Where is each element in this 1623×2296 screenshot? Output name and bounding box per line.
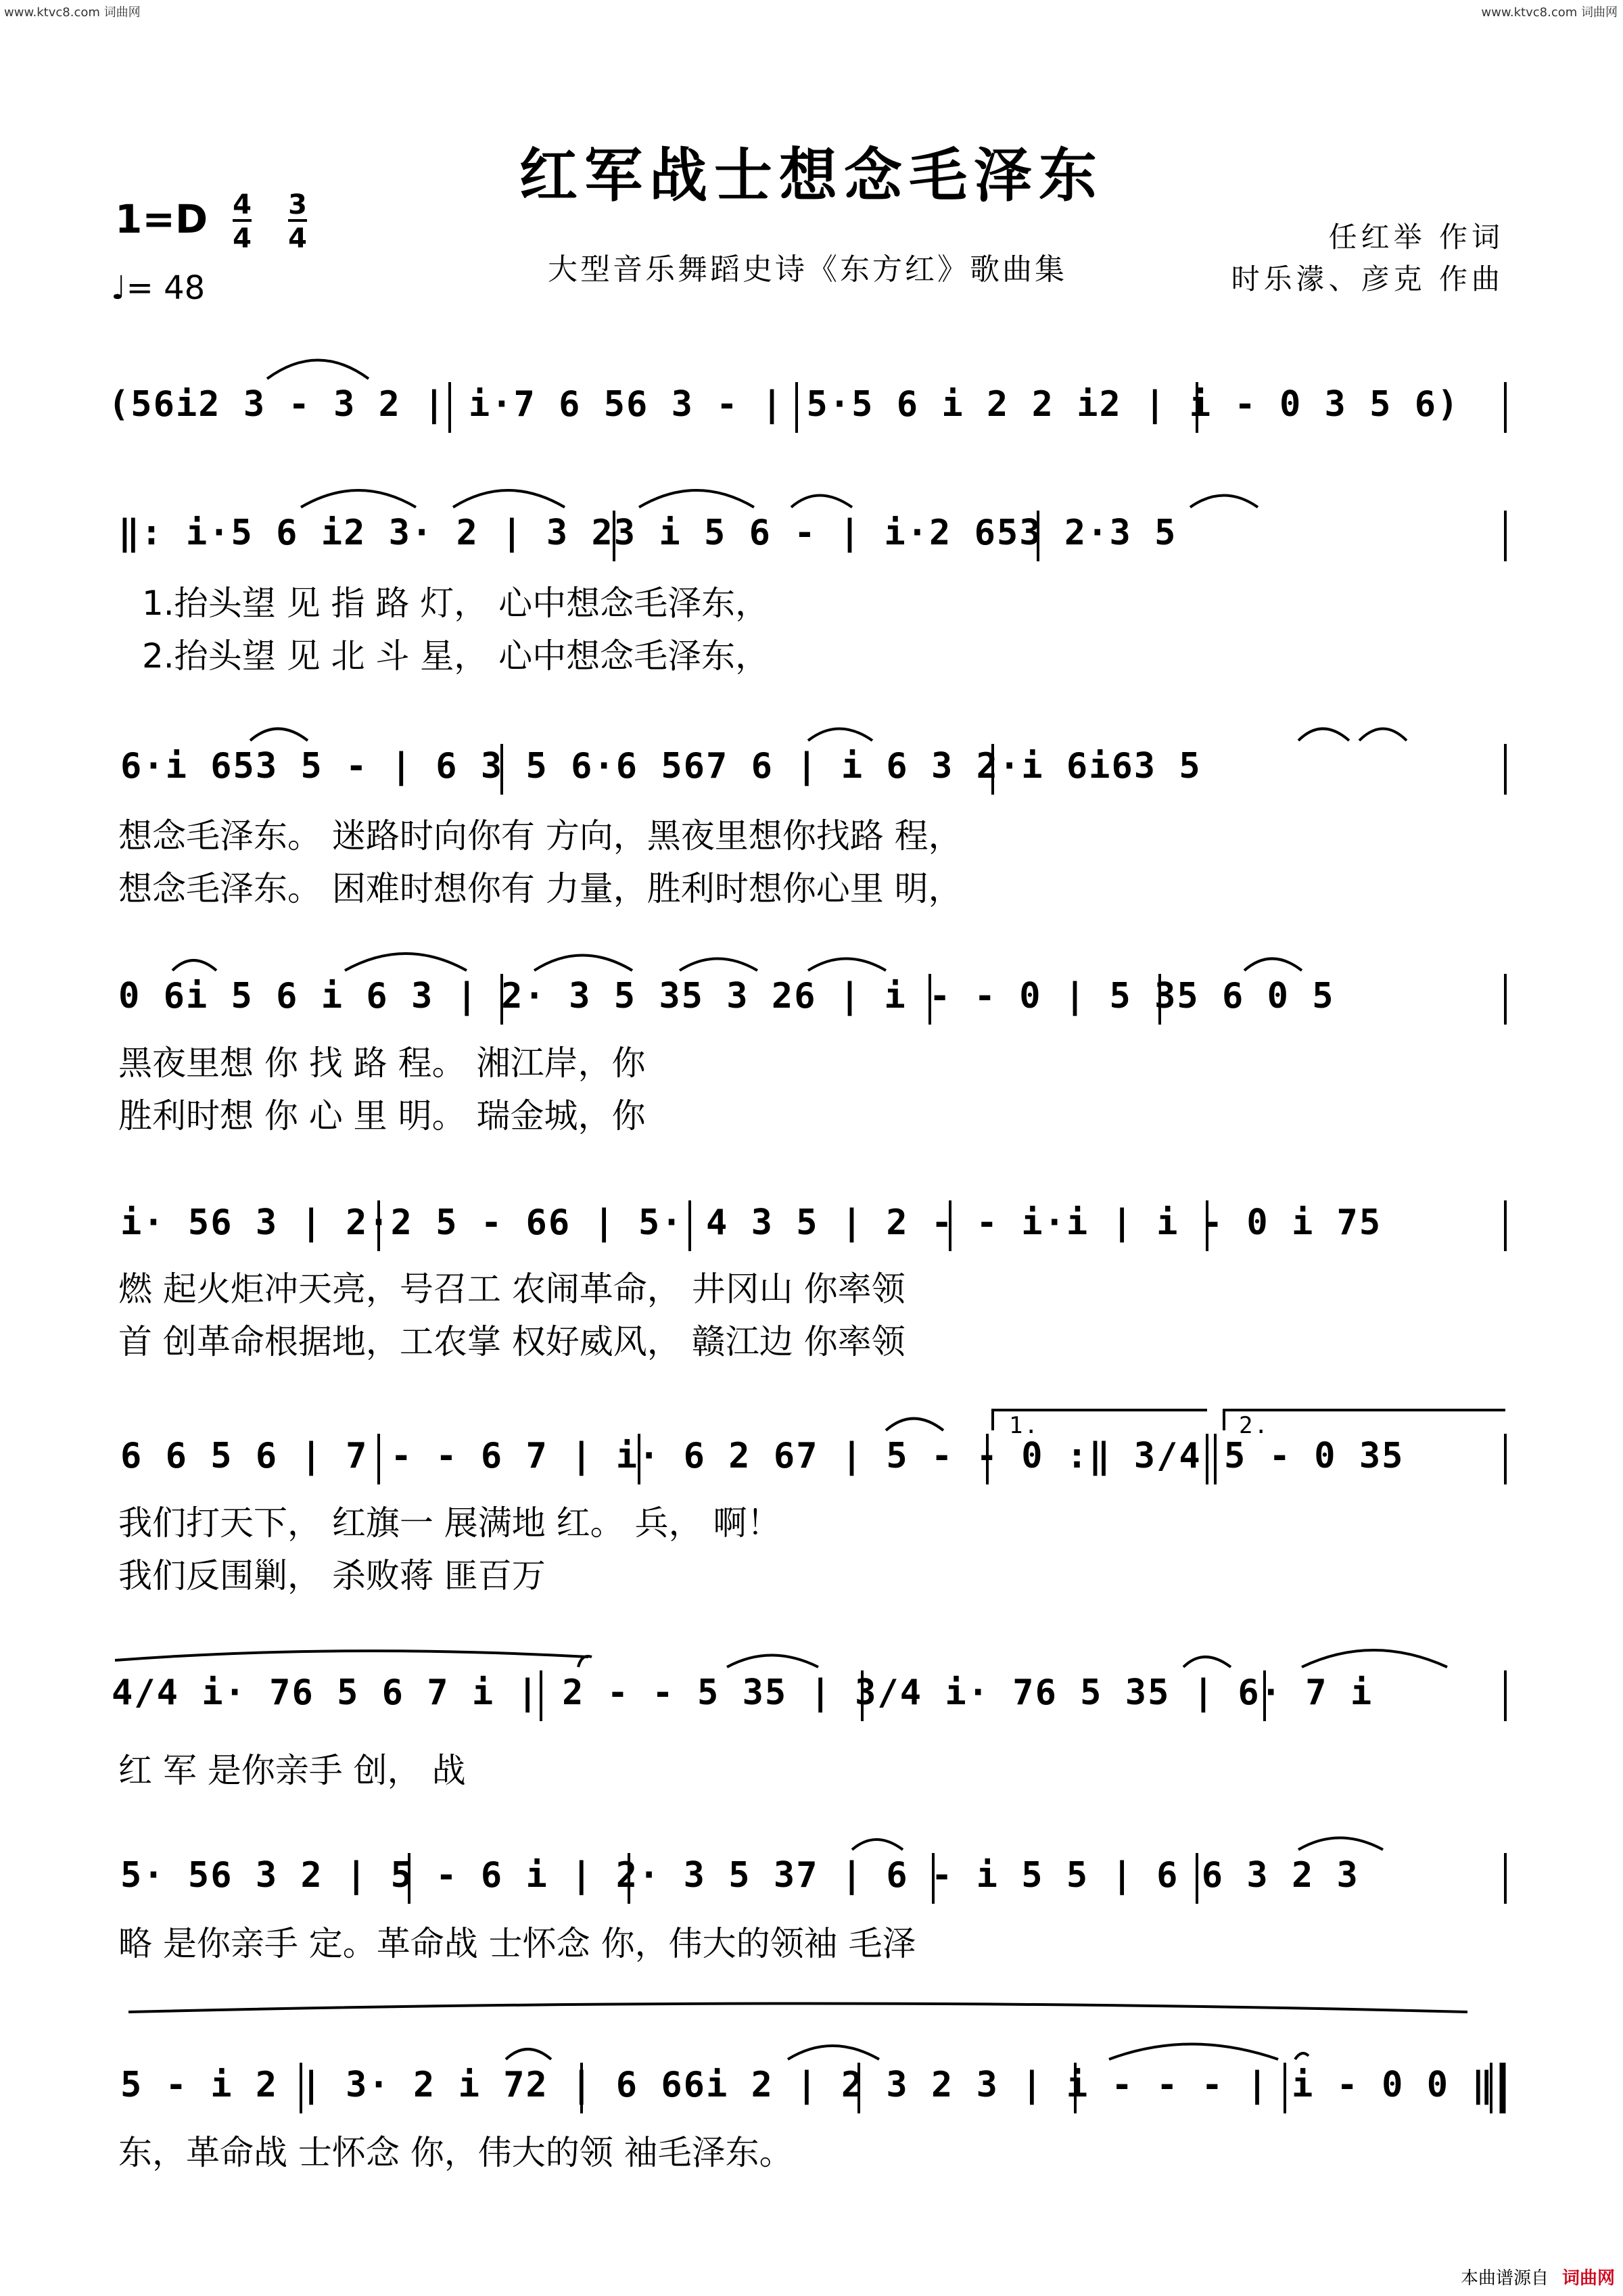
system-2-notes: ‖: i·5 6 i2 3· 2 | 3 23 i 5 6 - | i·2 653 2·3 5: [118, 513, 1177, 553]
footer-source: 本曲谱源自: [1460, 2268, 1549, 2289]
watermark-right: www.ktvc8.com 词曲网: [1481, 5, 1618, 20]
system-6-notes: 6 6 5 6 | 7 - - 6 7 | i· 6 2 67 | 5 - - 0 :‖ 3/4 5 - 0 35: [120, 1436, 1405, 1476]
slur: [1298, 729, 1349, 741]
tie-start: [115, 1651, 588, 1660]
slur: [1109, 2044, 1278, 2060]
slur: [791, 496, 852, 508]
system-4-notes: 0 6i 5 6 i 6 3 | 2· 3 5 35 3 26 | i - - 0 | 5 35 6 0 5: [118, 976, 1335, 1016]
system-8-notes: 5· 56 3 2 | 5 - 6 i | 2· 3 5 37 | 6 - i 5 5 | 6 6 3 2 3: [120, 1855, 1359, 1896]
slur: [534, 956, 632, 971]
slur: [301, 490, 416, 507]
key-signature: 1=D: [115, 196, 208, 242]
system-5-lyric-1: 燃 起火炬冲天亮，号召工 农闹革命， 井冈山 你率领: [118, 1269, 905, 1309]
slur: [1183, 1657, 1231, 1667]
slur: [808, 959, 886, 971]
slur: [1244, 959, 1302, 971]
slur: [1302, 1650, 1447, 1667]
slur: [639, 490, 754, 507]
slur: [727, 1656, 818, 1668]
system-3-lyric-1: 想念毛泽东。 迷路时向你有 方向，黑夜里想你找路 程，: [118, 816, 962, 856]
system-5-notes: i· 56 3 | 2·2 5 - 66 | 5· 4 3 5 | 2 - - i·i | i - 0 i 75: [120, 1202, 1382, 1243]
time-sig-2-bottom: 4: [288, 223, 307, 254]
slur: [1298, 1838, 1383, 1850]
slur: [506, 2049, 551, 2059]
watermark-left: www.ktvc8.com 词曲网: [4, 5, 141, 20]
subtitle: 大型音乐舞蹈史诗《东方红》歌曲集: [548, 252, 1067, 287]
slur: [680, 959, 757, 971]
system-2-lyric-2: 2.抬头望 见 北 斗 星， 心中想念毛泽东，: [142, 636, 770, 676]
system-5-lyric-2: 首 创革命根据地，工农掌 权好威风， 赣江边 你率领: [118, 1322, 905, 1361]
long-tie: [128, 2004, 1467, 2013]
system-4-lyric-2: 胜利时想 你 心 里 明。 瑞金城，你: [118, 1096, 646, 1135]
slur: [886, 1419, 943, 1431]
system-7-notes: 4/4 i· 76 5 6 7 i | 2 - - 5 35 | 3/4 i· 76 5 35 | 6· 7 i: [112, 1672, 1373, 1713]
slur: [172, 960, 216, 970]
time-sig-1-bottom: 4: [233, 223, 252, 254]
slur: [788, 2046, 879, 2059]
slur: [453, 490, 565, 507]
system-9-lyric-1: 东，革命战 士怀念 你，伟大的领 袖毛泽东。: [118, 2133, 793, 2172]
system-6-lyric-2: 我们反围剿， 杀败蒋 匪百万: [118, 1556, 546, 1595]
time-sig-2-top: 3: [288, 189, 307, 220]
slur: [1190, 496, 1258, 508]
slur: [345, 954, 467, 970]
composer-credit: 时乐濛、彦克 作曲: [1231, 262, 1504, 296]
slur: [808, 729, 872, 741]
system-7-lyric-1: 红 军 是你亲手 创， 战: [118, 1751, 466, 1790]
system-4-lyric-1: 黑夜里想 你 找 路 程。 湘江岸，你: [118, 1044, 646, 1083]
system-3-notes: 6·i 653 5 - | 6 3 5 6·6 567 6 | i 6 3 2·i 6i63 5: [120, 746, 1202, 787]
system-2-lyric-1: 1.抬头望 见 指 路 灯， 心中想念毛泽东，: [142, 584, 770, 623]
lyricist-credit: 任红举 作词: [1328, 220, 1504, 254]
slur: [1295, 2053, 1309, 2059]
slur: [852, 1840, 903, 1850]
footer-brand: 词曲网: [1561, 2268, 1615, 2289]
slur: [1359, 729, 1407, 741]
system-1-notes: (56i2 3 - 3 2 | i·7 6 56 3 - | 5·5 6 i 2 2 i2 | i - 0 3 5 6): [108, 384, 1460, 425]
slur: [267, 360, 369, 379]
system-8-lyric-1: 略 是你亲手 定。革命战 士怀念 你，伟大的领袖 毛泽: [118, 1924, 916, 1963]
system-9-notes: 5 - i 2 | 3· 2 i 72 | 6 66i 2 | 2 3 2 3 | i - - - | i - 0 0 ‖: [120, 2065, 1495, 2105]
system-6-lyric-1: 我们打天下， 红旗一 展满地 红。 兵， 啊！: [118, 1503, 781, 1543]
time-sig-1-top: 4: [233, 189, 252, 220]
system-3-lyric-2: 想念毛泽东。 困难时想你有 力量，胜利时想你心里 明，: [118, 869, 962, 908]
volta-label-1: 1.: [1009, 1412, 1039, 1439]
volta-label-2: 2.: [1239, 1412, 1269, 1439]
song-title: 红军战士想念毛泽东: [519, 141, 1104, 210]
tempo-marking: ♩= 48: [111, 269, 206, 307]
slur: [250, 729, 308, 741]
